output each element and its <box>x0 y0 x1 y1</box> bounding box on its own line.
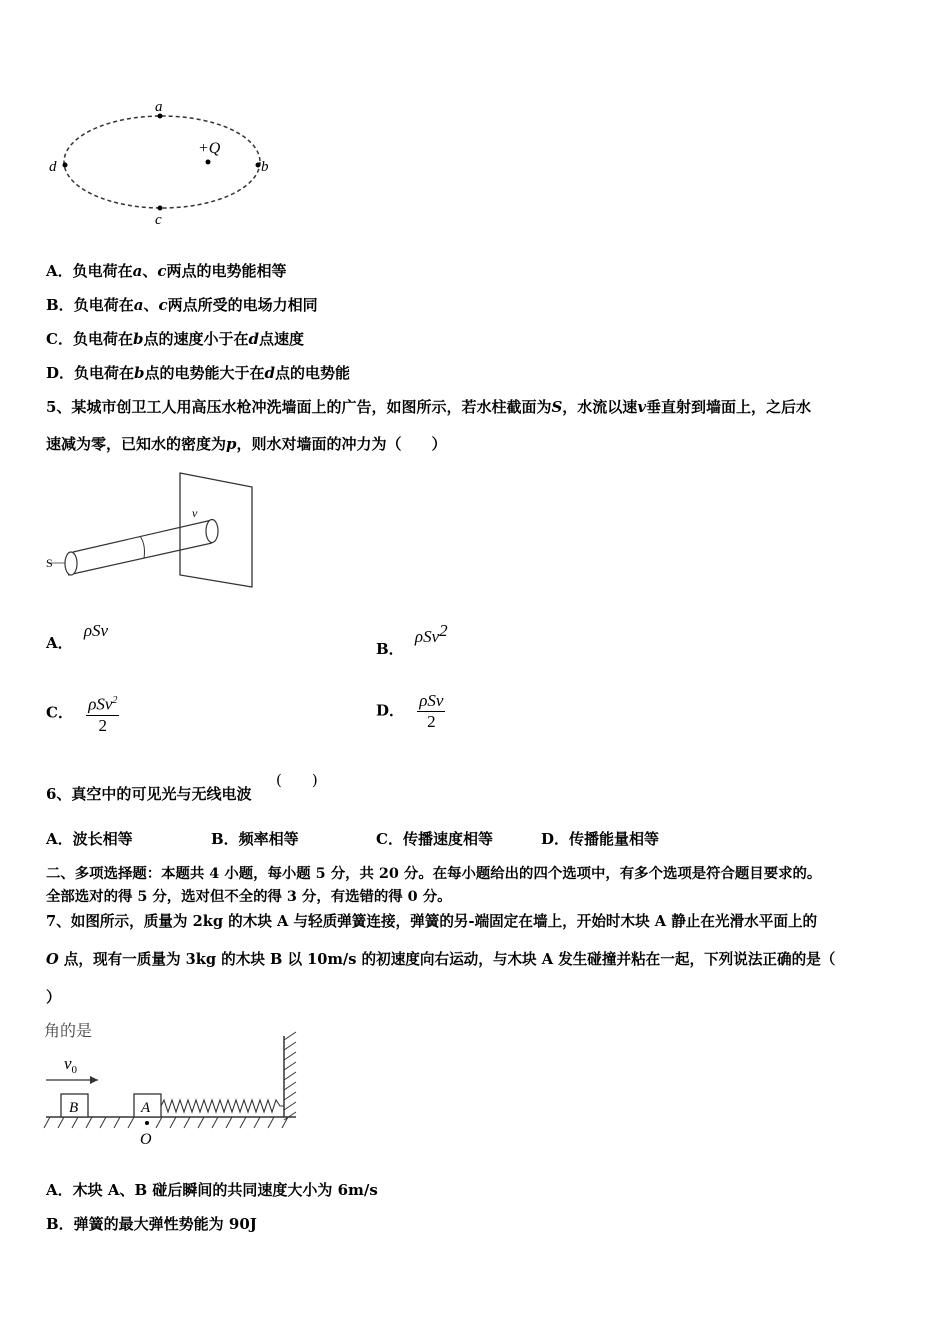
section2-line1: 二、多项选择题：本题共 4 小题，每小题 5 分，共 20 分。在每小题给出的四个选项中，有多个选项是符合题目要求的。 <box>46 865 822 882</box>
q6-option-d: D．传播能量相等 <box>541 830 660 848</box>
q5-option-a: A． ρSv <box>46 621 109 652</box>
q4-option-c: C．负电荷在b点的速度小于在d点速度 <box>46 330 304 348</box>
label-v0: $v_0$ <box>64 1054 78 1076</box>
label-a: a <box>155 99 163 115</box>
q7-option-b: B．弹簧的最大弹性势能为 90J <box>46 1215 257 1233</box>
label-s: S <box>46 556 53 570</box>
q4-option-b: B．负电荷在a、c两点所受的电场力相同 <box>46 296 318 314</box>
q6-stem: 6、真空中的可见光与无线电波 <box>46 785 252 803</box>
q5-option-b: B． ρSv$^2$ <box>376 621 448 658</box>
water-jet-figure <box>40 465 270 595</box>
label-d: d <box>49 159 57 175</box>
label-c: c <box>155 212 162 228</box>
label-o: O <box>140 1131 152 1148</box>
jet-cross-section <box>65 552 77 575</box>
q4-option-a: A．负电荷在a、c两点的电势能相等 <box>46 262 287 280</box>
q5-stem-line1: 5、某城市创卫工人用高压水枪冲洗墙面上的广告，如图所示，若水柱截面为S，水流以速v垂直射到墙面上，之后水 <box>46 398 812 416</box>
figure-caption: 角的是 <box>44 1021 93 1040</box>
point-c <box>158 206 163 211</box>
q7-stem-line1: 7、如图所示，质量为 2kg 的木块 A 与轻质弹簧连接，弹簧的另-端固定在墙上，开始时木块 A 静止在光滑水平面上的 <box>46 913 818 930</box>
q5-option-c: C． $\frac{\rho Sv^2}{2}$ <box>46 691 119 736</box>
spring <box>161 1100 284 1112</box>
q7-stem-line2: O 点，现有一质量为 3kg 的木块 B 以 10m/s 的初速度向右运动，与木块 A 发生碰撞并粘在一起，下列说法正确的是（ <box>46 951 836 968</box>
charge-q-point <box>206 160 211 165</box>
label-v: v <box>192 506 198 520</box>
q6-option-b: B．频率相等 <box>211 830 299 848</box>
label-charge: +Q <box>198 140 221 157</box>
section2-line2: 全部选对的得 5 分，选对但不全的得 3 分，有选错的得 0 分。 <box>46 888 452 905</box>
q6-option-c: C．传播速度相等 <box>376 830 493 848</box>
q6-option-a: A．波长相等 <box>46 830 133 848</box>
q7-option-a: A．木块 A、B 碰后瞬间的共同速度大小为 6m/s <box>46 1181 378 1199</box>
point-o <box>145 1121 149 1125</box>
q5-option-d: D． $\frac{\text{ρSv}}{2}$ <box>376 691 444 731</box>
q7-stem-line3: ） <box>46 988 62 1006</box>
label-b: b <box>261 159 269 175</box>
label-block-b: B <box>69 1100 79 1116</box>
jet-front-end <box>206 520 218 543</box>
point-b <box>256 163 261 168</box>
electric-field-figure <box>40 95 290 230</box>
point-d <box>63 163 68 168</box>
q6-paren: ( ) <box>276 771 318 789</box>
label-block-a: A <box>141 1100 151 1116</box>
q4-option-d: D．负电荷在b点的电势能大于在d点的电势能 <box>46 364 351 382</box>
q5-stem-line2: 速减为零，已知水的密度为p，则水对墙面的冲力为（ ） <box>46 435 447 453</box>
spring-block-figure <box>40 1018 310 1153</box>
